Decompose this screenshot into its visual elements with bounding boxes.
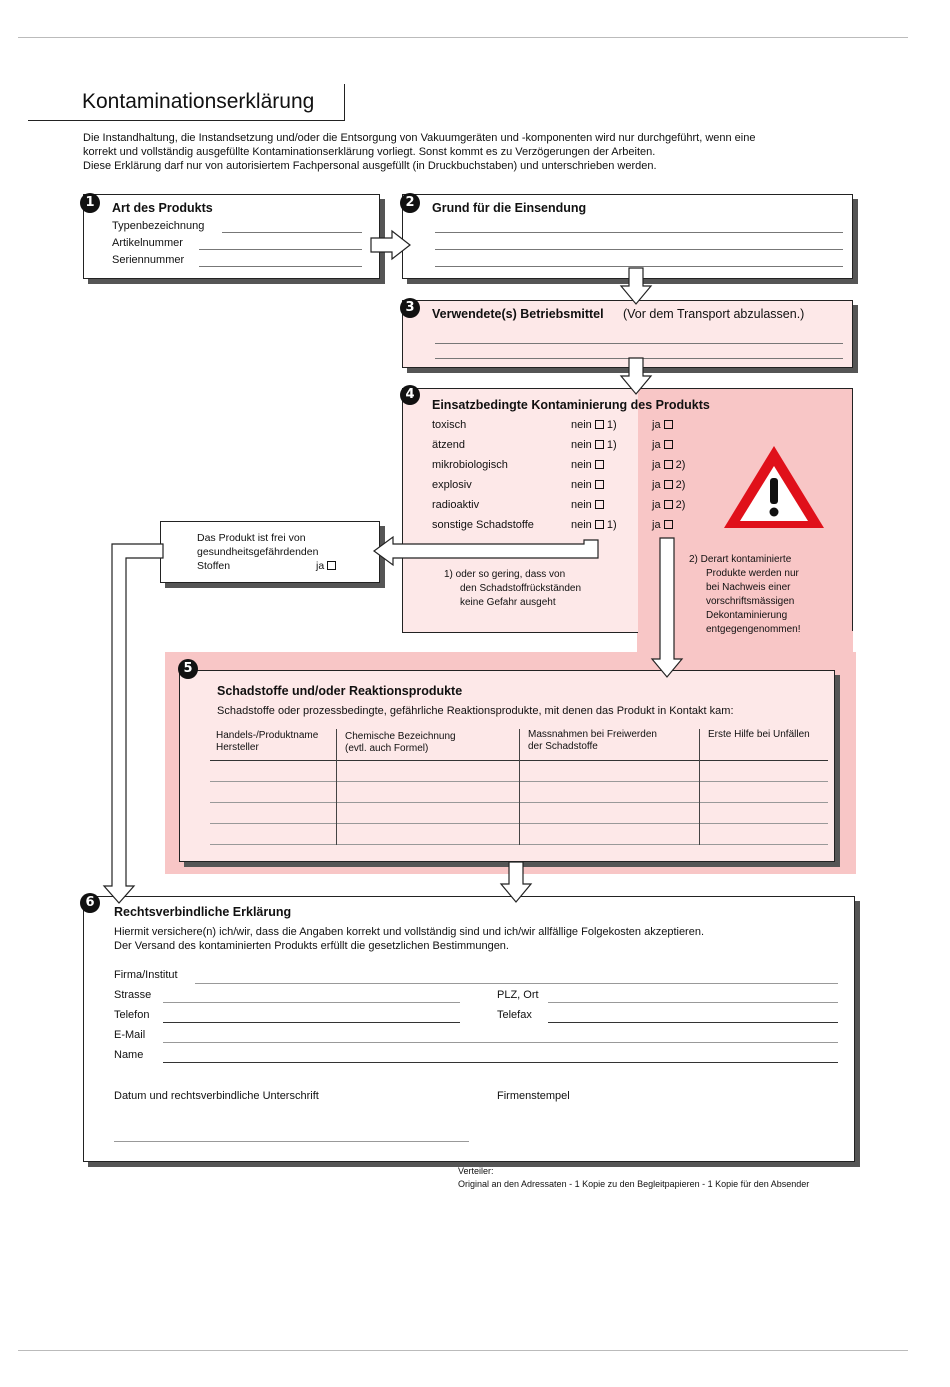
contamination-label-explosive: explosiv — [432, 479, 472, 491]
footnote-2-line-1: 2) Derart kontaminierte — [689, 554, 792, 565]
arrow-down-icon — [104, 544, 163, 903]
no-label: nein — [571, 459, 592, 471]
arrow-down-icon — [652, 538, 682, 677]
yes-label: ja — [652, 419, 661, 431]
section-title: Einsatzbedingte Kontaminierung des Produkts — [432, 398, 710, 412]
yes-label: ja — [652, 439, 661, 451]
contamination-label-microbiological: mikrobiologisch — [432, 459, 508, 471]
column-header-line: (evtl. auch Formel) — [345, 743, 429, 754]
intro-line-3: Diese Erklärung darf nur von autorisiertem Fachpersonal ausgefüllt (in Druckbuchstaben) und unterschrieben werden. — [83, 160, 657, 172]
footnote-1-line-3: keine Gefahr ausgeht — [460, 597, 556, 608]
footnote-2-line-2: Produkte werden nur — [706, 568, 799, 579]
arrow-down-icon — [621, 358, 651, 394]
field-label-phone: Telefon — [114, 1009, 150, 1021]
distribution-label: Verteiler: — [458, 1166, 494, 1176]
column-header-line: Hersteller — [216, 742, 259, 753]
footnote-ref: 1) — [606, 439, 617, 451]
field-label-company: Firma/Institut — [114, 969, 178, 981]
footnote-ref: 1) — [606, 519, 617, 531]
footnote-ref: 1) — [606, 419, 617, 431]
yes-label: ja — [652, 479, 661, 491]
section-number-3: 3 — [400, 298, 420, 318]
yes-label: ja — [652, 499, 661, 511]
arrow-left-icon — [374, 537, 598, 565]
hazard-free-line-1: Das Produkt ist frei von — [197, 532, 306, 544]
declaration-line-2: Der Versand des kontaminierten Produkts erfüllt die gesetzlichen Bestimmungen. — [114, 940, 509, 952]
section-title: Art des Produkts — [112, 201, 213, 215]
field-label-type: Typenbezeichnung — [112, 220, 205, 232]
field-label-name: Name — [114, 1049, 144, 1061]
yes-label: ja — [652, 519, 661, 531]
section-title: Grund für die Einsendung — [432, 201, 587, 215]
stamp-label: Firmenstempel — [497, 1090, 570, 1102]
column-header-line: Erste Hilfe bei Unfällen — [708, 729, 810, 740]
arrow-right-icon — [371, 231, 410, 259]
field-label-email: E-Mail — [114, 1029, 146, 1041]
section-title: Rechtsverbindliche Erklärung — [114, 905, 292, 919]
footnote-ref: 2) — [675, 499, 686, 511]
declaration-line-1: Hiermit versichere(n) ich/wir, dass die Angaben korrekt und vollständig sind und ich/wir allfällige Folgekosten akzeptieren. — [114, 926, 705, 938]
column-header-line: Massnahmen bei Freiwerden — [528, 729, 657, 740]
contamination-label-other: sonstige Schadstoffe — [432, 519, 534, 531]
no-label: nein — [571, 479, 592, 491]
field-label-zip-city: PLZ, Ort — [497, 989, 539, 1001]
contamination-label-toxic: toxisch — [432, 419, 467, 431]
section-note: (Vor dem Transport abzulassen.) — [623, 307, 805, 321]
section-title: Schadstoffe und/oder Reaktionsprodukte — [217, 684, 463, 698]
section-number-2: 2 — [400, 193, 420, 213]
signature-label: Datum und rechtsverbindliche Unterschrift — [114, 1090, 319, 1102]
field-label-fax: Telefax — [497, 1009, 532, 1021]
field-label-article: Artikelnummer — [112, 237, 183, 249]
footnote-ref: 2) — [675, 459, 686, 471]
footnote-1-line-2: den Schadstoffrückständen — [460, 583, 582, 594]
intro-line-1: Die Instandhaltung, die Instandsetzung und/oder die Entsorgung von Vakuumgeräten und -komponenten wird nur durchgeführt, wenn eine — [83, 132, 756, 144]
section-number-4: 4 — [400, 385, 420, 405]
no-label: nein — [571, 439, 592, 451]
section-number-5: 5 — [178, 659, 198, 679]
distribution-text: Original an den Adressaten - 1 Kopie zu den Begleitpapieren - 1 Kopie für den Absender — [458, 1179, 810, 1189]
yes-label: ja — [316, 560, 325, 572]
field-label-serial: Seriennummer — [112, 254, 185, 266]
arrow-down-icon — [501, 862, 531, 902]
yes-label: ja — [652, 459, 661, 471]
footnote-2-line-3: bei Nachweis einer — [706, 582, 791, 593]
contamination-label-radioactive: radioaktiv — [432, 499, 480, 511]
hazard-free-line-3: Stoffen — [197, 560, 231, 572]
footnote-ref: 2) — [675, 479, 686, 491]
column-header-line: Handels-/Produktname — [216, 730, 319, 741]
section-number-6: 6 — [80, 893, 100, 913]
section-subtitle: Schadstoffe oder prozessbedingte, gefährliche Reaktionsprodukte, mit denen das Produkt in Kontakt kam: — [217, 705, 734, 717]
footnote-1-line-1: 1) oder so gering, dass von — [444, 569, 566, 580]
footnote-2-line-4: vorschriftsmässigen — [706, 596, 795, 607]
section-title: Verwendete(s) Betriebsmittel — [432, 307, 604, 321]
no-label: nein — [571, 499, 592, 511]
intro-line-2: korrekt und vollständig ausgefüllte Kontaminationserklärung vorliegt. Sonst kommt es zu Verzögerungen der Arbeiten. — [83, 146, 656, 158]
footnote-2-line-5: Dekontaminierung — [706, 610, 788, 621]
no-label: nein — [571, 419, 592, 431]
section-number-1: 1 — [80, 193, 100, 213]
contamination-label-corrosive: ätzend — [432, 439, 466, 451]
no-label: nein — [571, 519, 592, 531]
page-title: Kontaminationserklärung — [82, 90, 315, 113]
footnote-2-line-6: entgegengenommen! — [706, 624, 801, 635]
hazard-free-line-2: gesundheitsgefährdenden — [197, 546, 319, 558]
field-label-street: Strasse — [114, 989, 152, 1001]
column-header-line: der Schadstoffe — [528, 741, 598, 752]
column-header-line: Chemische Bezeichnung — [345, 731, 456, 742]
arrow-down-icon — [621, 268, 651, 304]
